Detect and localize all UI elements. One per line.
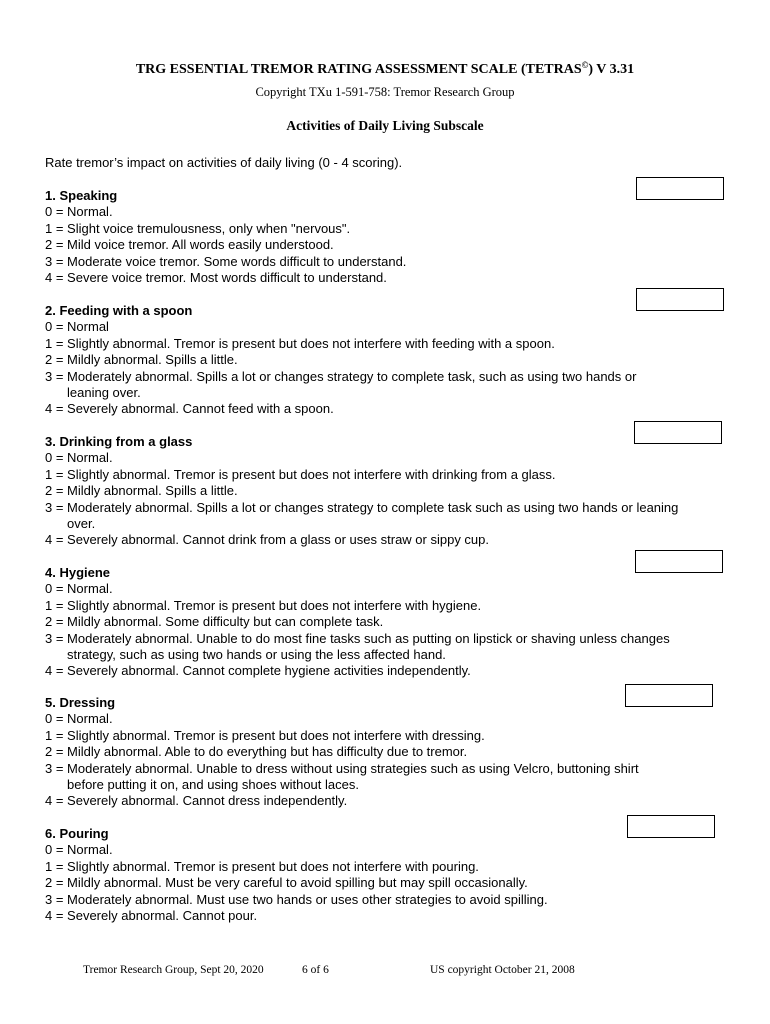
copyright-line: Copyright TXu 1-591-758: Tremor Research Group [255,85,515,99]
rating-option: 1 = Slightly abnormal. Tremor is present but does not interfere with dressing. [45,727,485,743]
rating-option: 2 = Mildly abnormal. Spills a little. [45,483,238,499]
rating-option: 0 = Normal. [45,711,113,727]
footer-us-copyright: US copyright October 21, 2008 [430,964,575,976]
item-pouring [45,826,730,924]
rating-option: 0 = Normal. [45,842,113,858]
rating-option: 4 = Severely abnormal. Cannot drink from a glass or uses straw or sippy cup. [45,532,490,548]
page-title: TRG ESSENTIAL TREMOR RATING ASSESSMENT SCALE (TETRAS©) V 3.31 [135,60,635,77]
item-heading: 3. Drinking from a glass [45,434,193,449]
rating-option: 2 = Mildly abnormal. Spills a little. [45,352,238,368]
rating-option: 1 = Slightly abnormal. Tremor is present but does not interfere with drinking from a glass. [45,466,556,482]
rating-option-continued: before putting it on, and using shoes without laces. [67,777,359,793]
item-hygiene [45,565,730,680]
rating-option: 2 = Mildly abnormal. Able to do everything but has difficulty due to tremor. [45,744,468,760]
rating-option: 4 = Severely abnormal. Cannot dress independently. [45,793,348,809]
item-heading: 2. Feeding with a spoon [45,303,193,318]
score-box-feeding[interactable] [636,288,724,311]
rating-option: 4 = Severely abnormal. Cannot complete hygiene activities independently. [45,663,471,679]
rating-option-continued: leaning over. [67,385,141,401]
item-dressing [45,695,730,810]
rating-option: 3 = Moderately abnormal. Spills a lot or changes strategy to complete task, such as using two hands or [45,368,637,384]
rating-option: 1 = Slightly abnormal. Tremor is present but does not interfere with feeding with a spoon. [45,335,555,351]
rating-option: 2 = Mildly abnormal. Some difficulty but can complete task. [45,614,384,630]
rating-option: 4 = Severely abnormal. Cannot feed with a spoon. [45,401,334,417]
rating-option: 3 = Moderate voice tremor. Some words difficult to understand. [45,253,407,269]
rating-option: 4 = Severe voice tremor. Most words difficult to understand. [45,270,387,286]
item-speaking [45,188,730,286]
rating-option-continued: over. [67,516,96,532]
copyright-symbol: © [581,60,589,70]
rating-option: 2 = Mildly abnormal. Must be very careful to avoid spilling but may spill occasionally. [45,875,528,891]
rating-option: 3 = Moderately abnormal. Must use two hands or uses other strategies to avoid spilling. [45,891,548,907]
rating-option: 0 = Normal. [45,204,113,220]
footer-group-date: Tremor Research Group, Sept 20, 2020 [83,964,264,976]
subscale-title: Activities of Daily Living Subscale [286,118,484,133]
item-heading: 6. Pouring [45,826,109,841]
rating-option: 3 = Moderately abnormal. Spills a lot or changes strategy to complete task such as using two hands or leaning [45,499,679,515]
rating-option-continued: strategy, such as using two hands or using the less affected hand. [67,647,446,663]
rating-option: 3 = Moderately abnormal. Unable to dress without using strategies such as using Velcro, buttoning shirt [45,760,639,776]
score-box-dressing[interactable] [625,684,713,707]
rating-option: 0 = Normal. [45,581,113,597]
rating-option: 1 = Slightly abnormal. Tremor is present but does not interfere with pouring. [45,858,479,874]
rating-option: 1 = Slightly abnormal. Tremor is present but does not interfere with hygiene. [45,597,482,613]
score-box-drinking[interactable] [634,421,722,444]
rating-option: 1 = Slight voice tremulousness, only when "nervous". [45,220,351,236]
item-heading: 4. Hygiene [45,565,111,580]
item-feeding [45,303,730,418]
instructions: Rate tremor’s impact on activities of daily living (0 - 4 scoring). [45,155,403,170]
rating-option: 2 = Mild voice tremor. All words easily understood. [45,237,334,253]
rating-option: 3 = Moderately abnormal. Unable to do most fine tasks such as putting on lipstick or shaving unless changes [45,630,670,646]
rating-option: 4 = Severely abnormal. Cannot pour. [45,908,258,924]
score-box-speaking[interactable] [636,177,724,200]
score-box-pouring[interactable] [627,815,715,838]
item-drinking [45,434,730,549]
page-number: 6 of 6 [302,964,329,976]
score-box-hygiene[interactable] [635,550,723,573]
item-heading: 5. Dressing [45,695,116,710]
rating-option: 0 = Normal. [45,450,113,466]
item-heading: 1. Speaking [45,188,118,203]
rating-option: 0 = Normal [45,319,109,335]
